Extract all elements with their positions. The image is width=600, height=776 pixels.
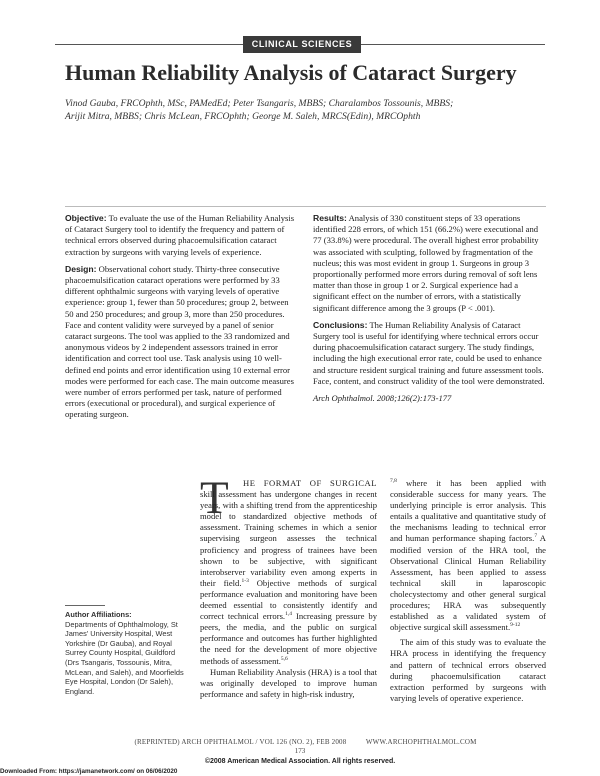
authors-line-2: Arijit Mitra, MBBS; Chris McLean, FRCOphth; George M. Saleh, MRCS(Edin), MRCOphth — [65, 110, 421, 122]
abstract-right-column — [313, 213, 546, 410]
ref: 7,8 — [390, 478, 397, 485]
conclusions-text: The Human Reliability Analysis of Cataract Surgery tool is useful for identifying where technical errors occur during phacoemulsification cataract surgery. The study findings, including the high executional error rate, could be used to enhance and structure resident surgical training and future assessment tools. Face, content, and construct validity of the tool were demonstrated. — [313, 319, 545, 386]
p2-text-2: where it has been applied with considerable success for many years. The underlying principle is error analysis. This entails a qualitative and quantitative study of the mechanisms leading to technical error and human performance shaping factors. — [390, 478, 546, 544]
ref: 7 — [534, 533, 538, 540]
p1-text-2: Objective methods of surgical performance evaluation and monitoring have been deemed essential to consistently identify and correct technical errors. — [200, 577, 377, 622]
design-label: Design: — [65, 263, 97, 274]
intro-paragraph-2-cont — [390, 478, 546, 633]
objective-paragraph — [65, 213, 298, 258]
intro-paragraph-3: The aim of this study was to evaluate the HRA process in identifying the frequency and pattern of technical errors observed during phacoemulsification cataract extraction performed by surgeons with varying levels of operative experience. — [390, 637, 546, 703]
page-number: 173 — [294, 747, 306, 755]
p1-text: skill assessment has undergone changes in recent years, with a shifting trend from the apprenticeship model to standardized objective methods of assessment. Training schemes in which a senior supervising surgeon assesses the technical proficiency and progress of trainees have been shown to be subjective, with significant interobserver variability even among experts in their field. — [200, 489, 377, 588]
intro-paragraph-1 — [200, 472, 377, 667]
results-text: Analysis of 330 constituent steps of 33 operations identified 228 errors, of which 151 (66.2%) were executional and 77 (33.8%) were procedural. The overall highest error probability was associated with sculpting, followed by fragmentation of the nucleus; this was most evident in group 1. Surgeons in group 3 proportionally performed more errors during removal of soft lens matter than those in group 1 or 2. Surgical experience had a significant effect on the number of errors, with a statistically significant difference among the 3 groups (P < .001). — [313, 213, 539, 313]
objective-text: To evaluate the use of the Human Reliability Analysis of Cataract Surgery tool to identify the frequency and pattern of technical errors observed during phacoemulsification cataract extraction by surgeons with varying levels of experience. — [65, 213, 295, 257]
citation: Arch Ophthalmol. 2008;126(2):173-177 — [313, 393, 452, 404]
affiliations-text: Departments of Ophthalmology, St James' University Hospital, West Yorkshire (Dr Gauba), and Royal Surrey County Hospital, Guildford (Drs Tsangaris, Tossounis, Mitra, McLean, and Saleh), and Moorfields Eye Hospital, London (Dr Saleh), England. — [65, 619, 184, 696]
p2-text: Human Reliability Analysis (HRA) is a tool that was originally developed to improve human performance and safety in high-risk industry, — [200, 666, 377, 699]
p1-text-3: Increasing pressure by peers, the media, and the public on surgical performance and outcomes has further highlighted the need for the development of more objective methods of assessment. — [200, 611, 377, 666]
author-list — [65, 98, 535, 123]
body-column-right — [390, 478, 546, 704]
abstract-left-column — [65, 213, 298, 427]
objective-label: Objective: — [65, 213, 107, 223]
affiliations-heading: Author Affiliations: — [65, 610, 132, 619]
authors-line-1: Vinod Gauba, FRCOphth, MSc, PAMedEd; Peter Tsangaris, MBBS; Charalambos Tossounis, MBBS; — [65, 98, 454, 109]
body-column-middle — [200, 472, 377, 700]
ref: 1-3 — [241, 577, 249, 584]
conclusions-label: Conclusions: — [313, 319, 368, 330]
section-tag: CLINICAL SCIENCES — [243, 36, 361, 53]
download-stamp: Downloaded From: https://jamanetwork.com/ on 06/06/2020 — [0, 768, 178, 775]
drop-cap: T — [200, 472, 229, 524]
lead-caps: HE FORMAT OF SURGICAL — [243, 478, 377, 488]
design-text: Observational cohort study. Thirty-three consecutive phacoemulsification cataract operations were performed by 33 different ophthalmic surgeons with varying levels of operative experience: group 1, fewer than 50 procedures; group 2, between 50 and 250 procedures; and group 3, more than 250 procedures. Face and content validity were surveyed by a panel of senior cataract surgeons. The tool was applied to the 33 randomized and anonymous videos by 2 independent assessors trained in error identification and correct tool use. Task analysis using 10 well-defined end points and error identification using 10 external error modes were performed for each case. The main outcome measures were number of errors performed per task, nature of performed errors (executional or procedural), and surgical experience of operating surgeon. — [65, 263, 294, 420]
journal-footer: (REPRINTED) ARCH OPHTHALMOL / VOL 126 (NO. 2), FEB 2008 WWW.ARCHOPHTHALMOL.COM — [134, 738, 477, 746]
conclusions-paragraph — [313, 320, 546, 387]
ref: 9-12 — [510, 622, 521, 629]
affiliation-rule — [65, 605, 105, 606]
results-label: Results: — [313, 213, 347, 223]
results-paragraph — [313, 213, 546, 314]
article-title: Human Reliability Analysis of Cataract Surgery — [65, 60, 517, 85]
ref: 5,6 — [280, 655, 288, 662]
copyright-notice: ©2008 American Medical Association. All rights reserved. — [204, 758, 396, 765]
design-paragraph — [65, 264, 298, 421]
abstract-divider — [65, 206, 546, 207]
intro-paragraph-2 — [200, 667, 377, 700]
ref: 1,4 — [285, 611, 292, 618]
p2-text-3: A modified version of the HRA tool, the Observational Clinical Human Reliability Assessment, has been applied to assess technical skill in laparoscopic cholecystectomy and other general surgical procedures; HRA was subsequently established as a validated system of objective surgical skill assessment. — [390, 533, 546, 633]
author-affiliations — [65, 610, 185, 696]
